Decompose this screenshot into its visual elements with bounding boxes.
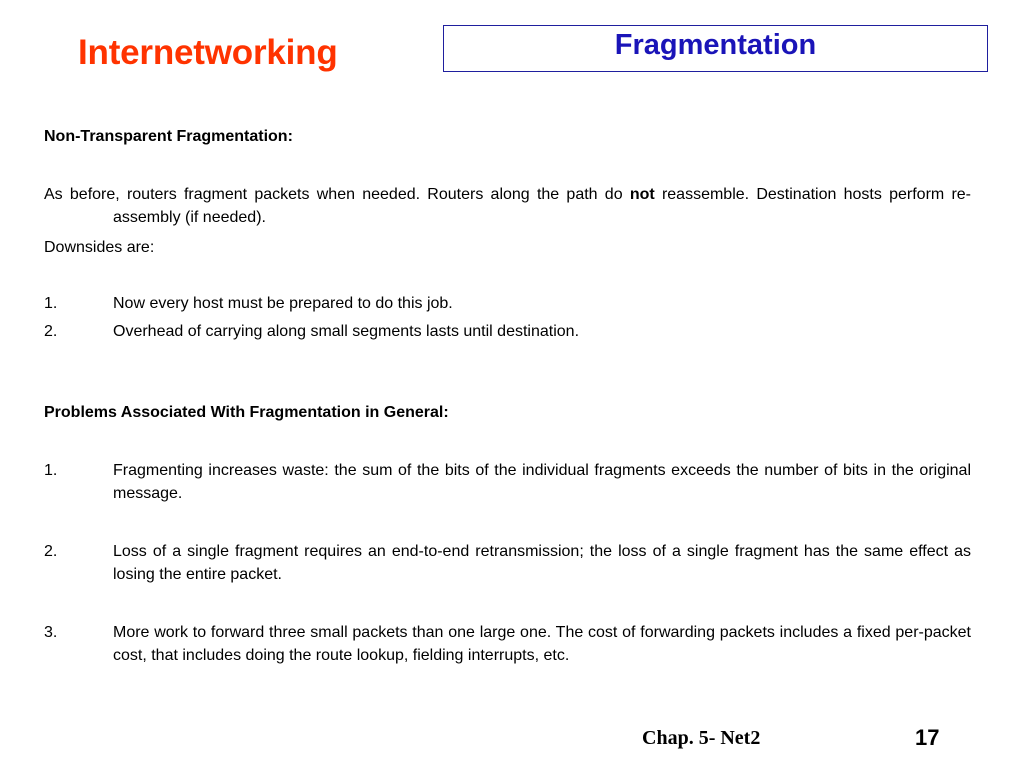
list-item-number: 1. [44, 462, 58, 479]
problems-list [44, 459, 971, 667]
list-item [44, 292, 971, 315]
downsides-list [44, 292, 971, 343]
list-item [44, 621, 971, 667]
list-item-text: Now every host must be prepared to do this job. [113, 295, 453, 312]
page-number: 17 [915, 725, 940, 750]
intro-text-emphasis: not [629, 186, 655, 203]
section-heading-non-transparent: Non-Transparent Fragmentation: [44, 128, 293, 145]
intro-text-end: reassemble. Destination hosts perform re-assembly (if needed). [113, 186, 972, 226]
downsides-label: Downsides are: [44, 239, 155, 256]
slide-title: Internetworking [78, 33, 338, 72]
list-item-number: 2. [44, 323, 58, 340]
topic-box [443, 25, 988, 72]
list-item-number: 2. [44, 543, 58, 560]
list-item-text: Loss of a single fragment requires an end-to-end retransmission; the loss of a single fragment has the same effect as losing the entire packet. [113, 543, 971, 583]
topic-title: Fragmentation [614, 29, 817, 61]
list-item-number: 3. [44, 624, 58, 641]
section-heading-problems: Problems Associated With Fragmentation in General: [44, 404, 449, 421]
list-item [44, 540, 971, 586]
list-item [44, 320, 971, 343]
list-item-text: Overhead of carrying along small segments lasts until destination. [113, 323, 580, 340]
slide-body [44, 125, 971, 667]
intro-text-start: As before, routers fragment packets when needed. Routers along the path do [44, 186, 630, 203]
intro-paragraph [44, 183, 971, 229]
list-item-text: Fragmenting increases waste: the sum of the bits of the individual fragments exceeds the number of bits in the original message. [113, 462, 971, 502]
footer-chapter-label: Chap. 5- Net2 [642, 727, 761, 749]
list-item-text: More work to forward three small packets than one large one. The cost of forwarding packets includes a fixed per-packet cost, that includes doing the route lookup, fielding interrupts, etc. [113, 624, 971, 664]
list-item [44, 459, 971, 505]
list-item-number: 1. [44, 295, 58, 312]
